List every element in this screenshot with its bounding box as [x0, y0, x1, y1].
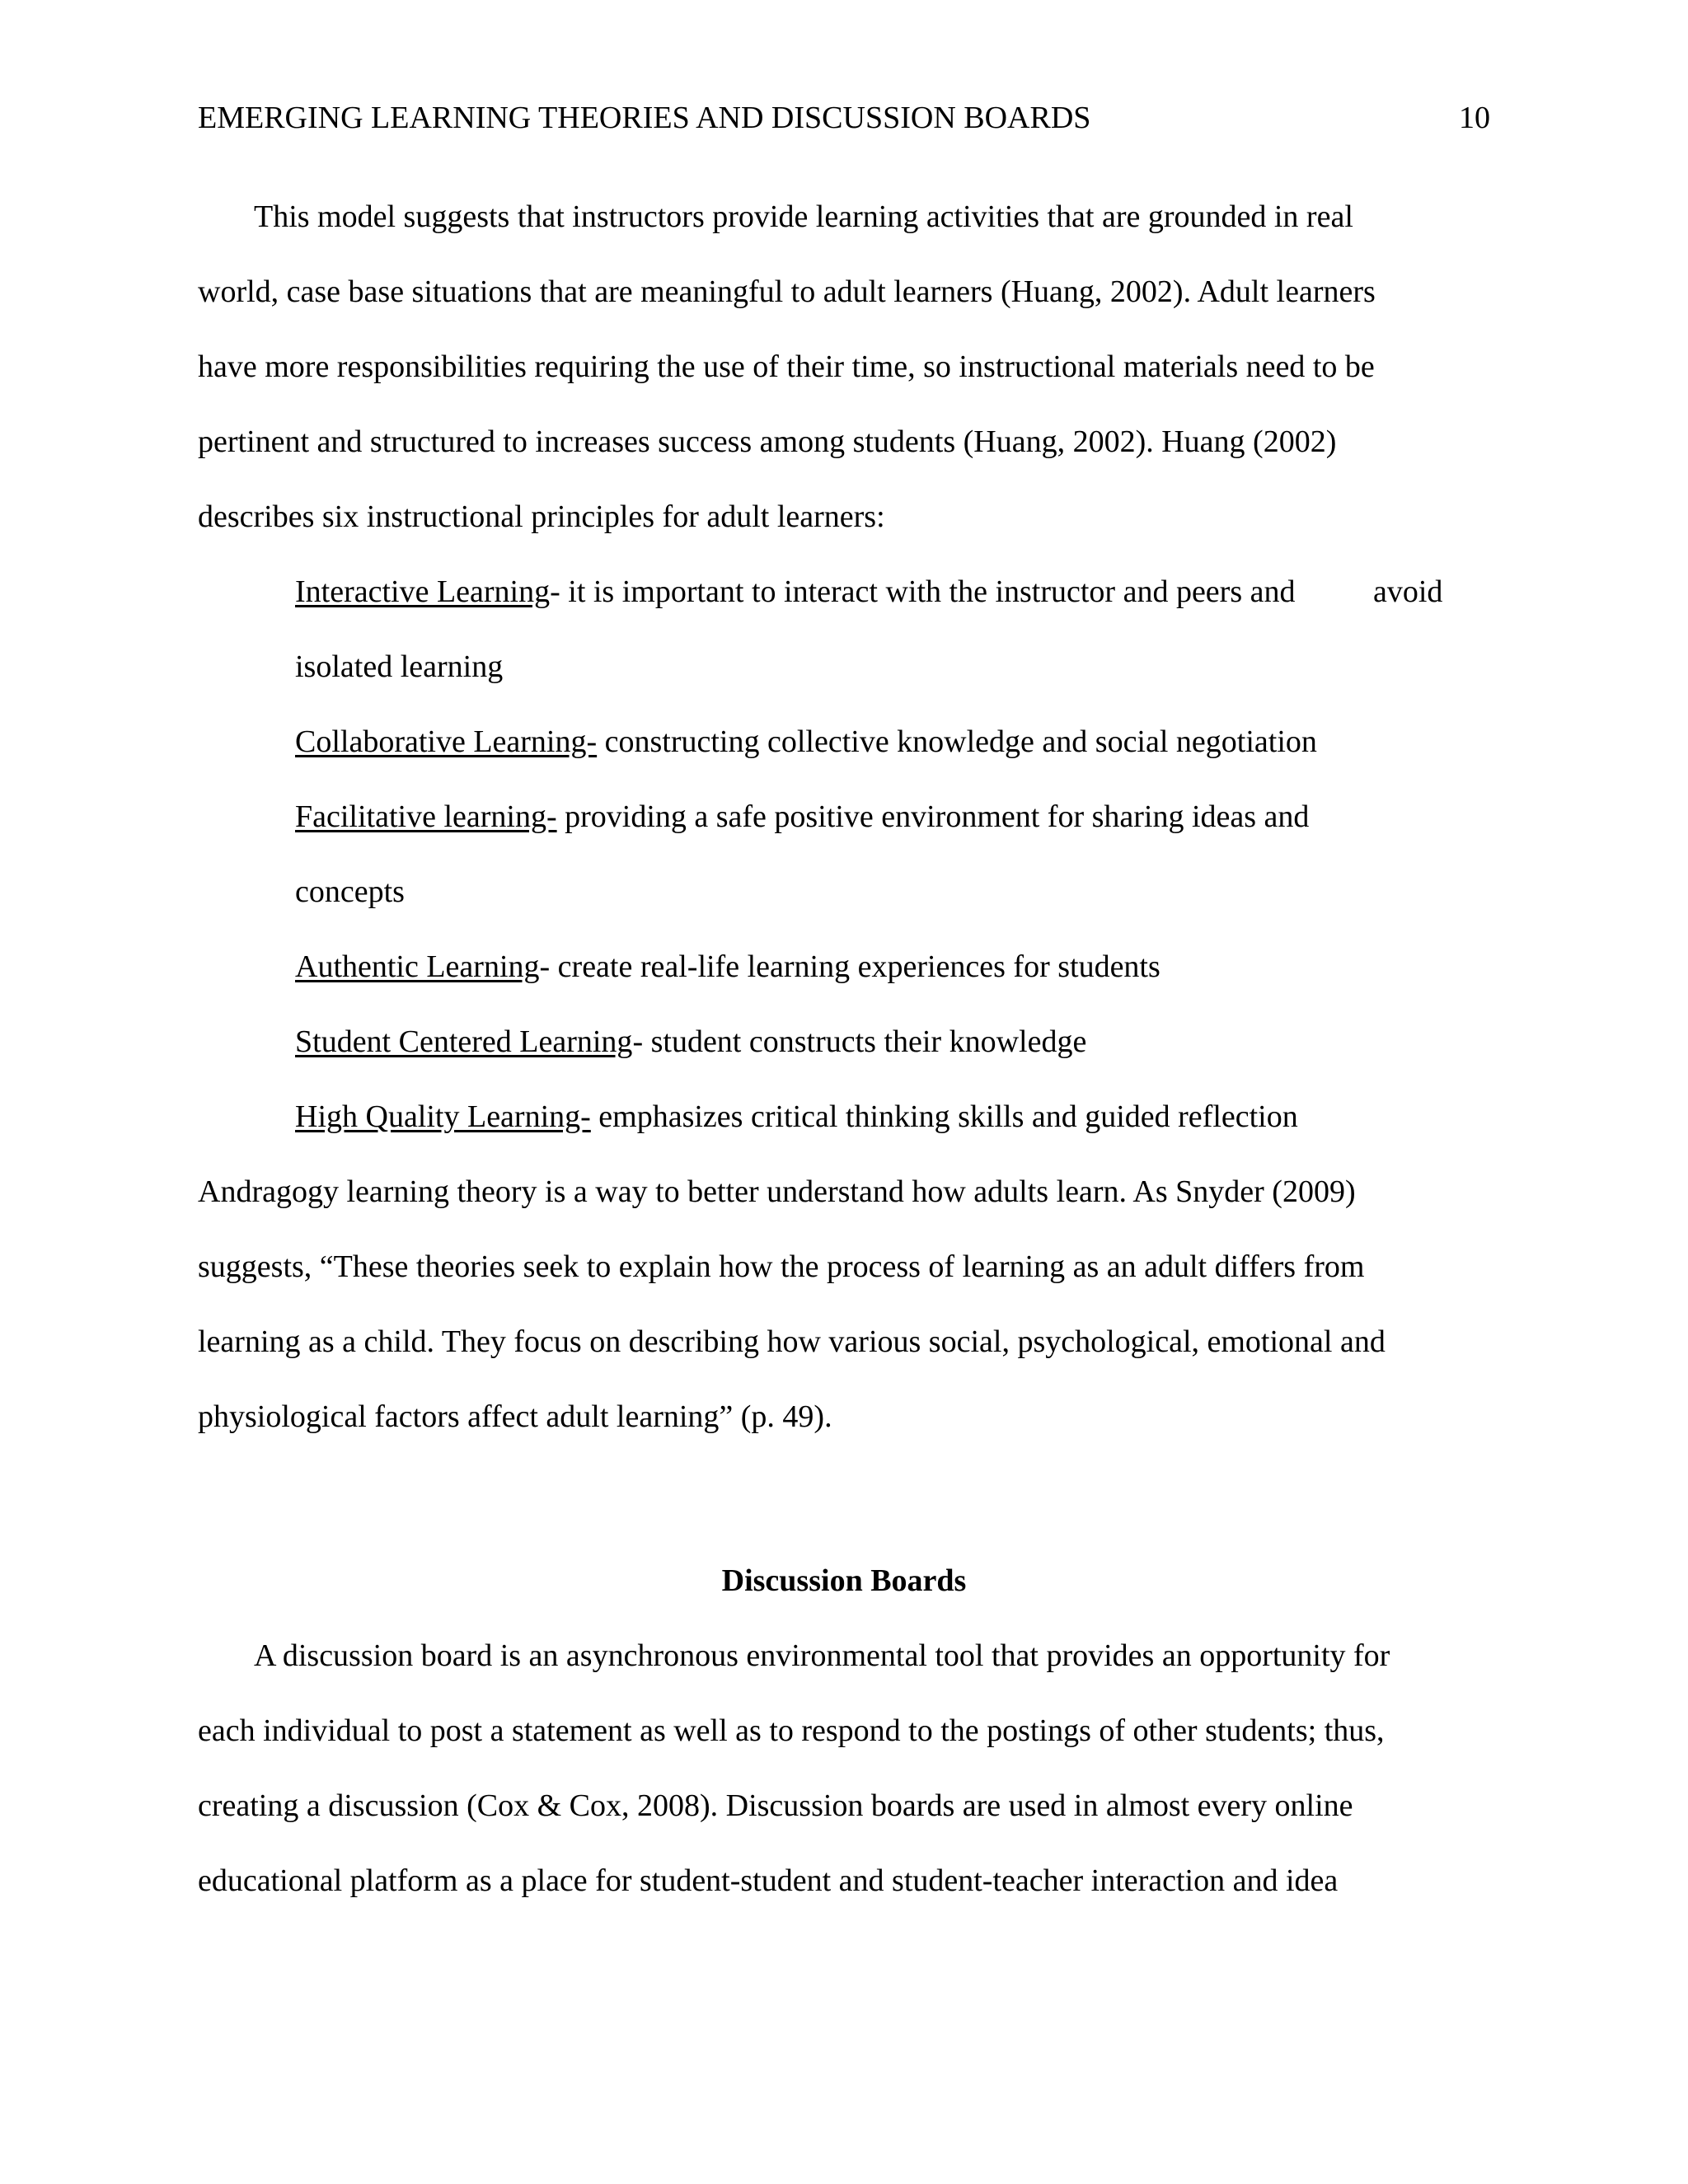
- section-heading: Discussion Boards: [721, 1563, 967, 1598]
- paragraph-line: have more responsibilities requiring the use of their time, so instructional materials need to be: [198, 349, 1375, 384]
- paragraph-line: world, case base situations that are meaningful to adult learners (Huang, 2002). Adult learners: [198, 274, 1376, 309]
- principle-item: [295, 796, 1309, 837]
- paragraph-line: pertinent and structured to increases success among students (Huang, 2002). Huang (2002): [198, 424, 1337, 459]
- principle-item: [295, 571, 1295, 612]
- principle-description: emphasizes critical thinking skills and guided reflection: [590, 1099, 1298, 1134]
- principle-term: Authentic Learning: [295, 949, 540, 984]
- page-number: 10: [1459, 101, 1490, 135]
- principle-term: High Quality Learning-: [295, 1099, 591, 1134]
- principle-continuation: concepts: [295, 874, 405, 909]
- principle-continuation: isolated learning: [295, 649, 504, 684]
- paragraph-line: Andragogy learning theory is a way to better understand how adults learn. As Snyder (2009): [198, 1174, 1356, 1209]
- paragraph-line: learning as a child. They focus on describing how various social, psychological, emotional and: [198, 1324, 1386, 1359]
- principle-description: - it is important to interact with the instructor and peers and: [550, 574, 1296, 609]
- paragraph-line: physiological factors affect adult learning” (p. 49).: [198, 1399, 832, 1434]
- paragraph-line: This model suggests that instructors provide learning activities that are grounded in real: [254, 199, 1353, 234]
- paragraph-line: describes six instructional principles for adult learners:: [198, 499, 885, 534]
- paragraph-line: A discussion board is an asynchronous environmental tool that provides an opportunity for: [254, 1638, 1390, 1673]
- running-head: [198, 97, 1490, 138]
- principle-term: Interactive Learning: [295, 574, 551, 609]
- principle-item: [295, 1021, 1086, 1062]
- principle-description: providing a safe positive environment for sharing ideas and: [556, 799, 1310, 834]
- principle-term: Student Centered Learning: [295, 1024, 633, 1059]
- principle-description: - create real-life learning experiences for students: [539, 949, 1160, 984]
- paragraph-line: each individual to post a statement as well as to respond to the postings of other students; thus,: [198, 1713, 1385, 1748]
- principle-item: [295, 1096, 1298, 1137]
- principle-item: [295, 721, 1317, 762]
- principle-description: constructing collective knowledge and social negotiation: [597, 724, 1317, 759]
- principle-term: Facilitative learning-: [295, 799, 557, 834]
- principle-term: Collaborative Learning-: [295, 724, 598, 759]
- principle-description: - student constructs their knowledge: [632, 1024, 1087, 1059]
- principle-item: [295, 946, 1160, 987]
- paragraph-line: educational platform as a place for student-student and student-teacher interaction and idea: [198, 1863, 1339, 1898]
- paragraph-line: suggests, “These theories seek to explain how the process of learning as an adult differs from: [198, 1249, 1365, 1284]
- running-title: EMERGING LEARNING THEORIES AND DISCUSSION BOARDS: [198, 101, 1091, 135]
- paragraph-line: creating a discussion (Cox & Cox, 2008). Discussion boards are used in almost every online: [198, 1788, 1353, 1823]
- principle-description-tail: avoid: [1373, 574, 1443, 609]
